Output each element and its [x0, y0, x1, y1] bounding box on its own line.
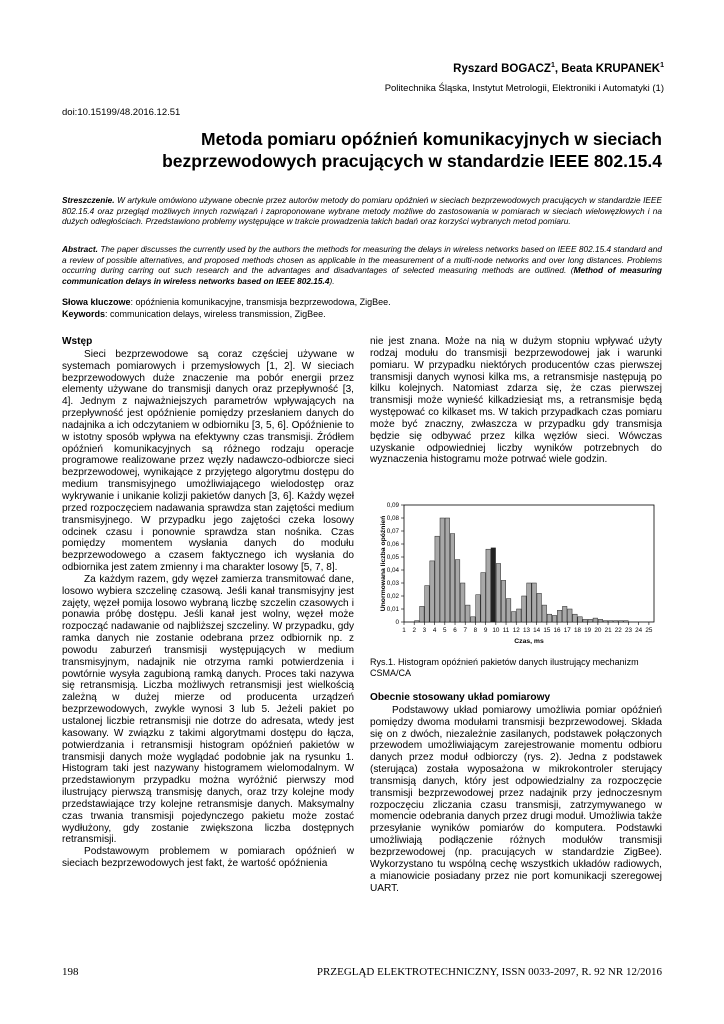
- y-tick-label: 0,03: [386, 580, 399, 588]
- x-tick-label: 15: [543, 627, 551, 634]
- section-measurement-setup: [370, 692, 662, 894]
- section-2-heading: Obecnie stosowany układ pomiarowy: [370, 692, 551, 703]
- title-line-1: Metoda pomiaru opóźnień komunikacyjnych w sieciach: [201, 129, 662, 149]
- author-2-affil-mark: 1: [660, 62, 664, 69]
- abstract-english-label: Abstract.: [62, 244, 98, 254]
- histogram-bar: [583, 619, 588, 622]
- histogram-bar: [481, 573, 486, 622]
- y-tick-label: 0,02: [386, 593, 399, 601]
- histogram-bar: [527, 583, 532, 622]
- x-tick-label: 8: [473, 627, 478, 634]
- histogram-bar: [440, 518, 445, 622]
- histogram-bar: [496, 564, 501, 623]
- histogram-bar: [425, 586, 430, 622]
- histogram-bar: [522, 596, 527, 622]
- histogram-bar: [511, 612, 516, 622]
- x-tick-label: 24: [635, 627, 643, 634]
- author-separator: ,: [554, 62, 562, 75]
- abstract-english-title: Method of measuring communication delays in wireless networks based on IEEE 802.15.4: [62, 265, 662, 286]
- abstract-polish-text: W artykule omówiono używane obecnie przez autorów metody do pomiaru opóźnień w sieciach bezprzewodowych pracujących w standardzie IEEE 802.15.4 oraz przegląd możliwych innych rozwiązań i zaproponowane wybrane metody możliwe do zastosowania w pomiarach w sieciach wielowęzłowych i na dużych odległościach. Przedstawiono problemy występujące w trakcie prowadzenia takich badań oraz korzyści wybranych metod pomiaru.: [62, 195, 662, 227]
- y-axis-label: Unormowana liczba opóźnień: [380, 515, 387, 612]
- histogram-bar: [517, 609, 522, 622]
- histogram-bar: [608, 621, 613, 622]
- histogram-bar: [430, 561, 435, 622]
- keywords-polish-text: : opóźnienia komunikacyjne, transmisja bezprzewodowa, ZigBee.: [130, 297, 391, 307]
- intro-paragraph-2: Za każdym razem, gdy węzeł zamierza transmitować dane, losowo wybiera szczelinę czasową. Jeśli kanał transmisyjny jest zajęty, węzeł pomija losowo wybraną liczbę szczelin czasowych i ponawia próbę dostępu. Jeśli kanał jest wolny, węzeł może rozpocząć nadawanie od najbliższej szczeliny. W przypadku, gdy ramka danych nie zostanie odebrana przez odbiornik np. z powodu zaburzeń transmisji występujących w medium transmisyjnym, nadajnik nie otrzyma ramki potwierdzenia i powtórnie wysyła zagubioną ramką danych. Proces taki nazywa się retransmisją. Liczba możliwych retransmisji jest wielkością zależną w dużej mierze od producenta urządzeń bezprzewodowych, zwykle wynosi 3 lub 5. Jeżeli pakiet po ustalonej liczbie retransmisji nie dotrze do adresata, wtedy jest kasowany. W związku z takimi algorytmami dostępu do łącza, potwierdzania i retransmisji histogram opóźnień pakietów w transmisji danych może wyglądać podobnie jak na rysunku 1. Histogram taki jest nazywany histogramem wielomodalnym. W przedstawionym przypadku można wyróżnić pierwszy mod ilustrujący pierwszą transmisję danych, oraz trzy kolejne mody przedstawiające trzy kolejne retransmisje danych. Maksymalny czas trwania transmisji pojedynczego pakietu może zostać wydłużony, gdy zostanie zwiększona liczba dostępnych retransmisji.: [62, 573, 354, 846]
- figure-caption: Rys.1. Histogram opóźnień pakietów danych ilustrujący mechanizm CSMA/CA: [370, 657, 639, 678]
- title-line-2: bezprzewodowych pracujących w standardzie IEEE 802.15.4: [162, 151, 662, 171]
- x-tick-label: 14: [533, 627, 541, 634]
- keywords-polish-label: Słowa kluczowe: [62, 297, 131, 307]
- x-tick-label: 25: [645, 627, 653, 634]
- histogram-chart: [372, 496, 662, 654]
- journal-footer: PRZEGLĄD ELEKTROTECHNICZNY, ISSN 0033-2097, R. 92 NR 12/2016: [316, 966, 662, 978]
- y-tick-label: 0,07: [386, 528, 399, 536]
- keywords-english-text: : communication delays, wireless transmission, ZigBee.: [105, 308, 326, 319]
- histogram-bar: [598, 619, 603, 622]
- x-tick-label: 20: [594, 627, 602, 634]
- histogram-bar: [613, 621, 618, 622]
- section-2-paragraph-1: Podstawowy układ pomiarowy umożliwia pomiar opóźnień pomiędzy dwoma modułami transmisji bezprzewodowej. Składa się on z dwóch, niezależnie zasilanych, podstawek połączonych przewodem umożliwiającym zarejestrowanie momentu odbioru danych przez moduł odbiorczy (rys. 2). Jedna z podstawek (sterująca) została wyposażona w mikrokontroler sterujący transmisją danych, który jest odpowiedzialny za rozpoczęcie transmisji bezprzewodowej przez nadajnik przy jednoczesnym rozpoczęciu zliczania czasu transmisji, zatrzymywanego w momencie odebrania danych przez drugi moduł. Umożliwia także przesyłanie wyników pomiarów do komputera. Podstawki umożliwiają podłączenie różnych modułów transmisji bezprzewodowej (np. pracujących w standardzie ZigBee). Wykorzystano tu wspólną cechę wszystkich układów radiowych, a mianowicie posiadany przez nie port komunikacji szeregowej UART.: [370, 704, 662, 894]
- page-number: 198: [62, 966, 79, 978]
- y-tick-label: 0,08: [386, 515, 399, 523]
- x-tick-label: 4: [432, 627, 437, 634]
- left-column: [62, 336, 354, 870]
- abstract-english-end: ).: [329, 275, 335, 286]
- author-2-name: Beata KRUPANEK: [561, 62, 661, 75]
- histogram-bar: [578, 617, 583, 622]
- histogram-bar: [450, 534, 455, 622]
- doi[interactable]: doi:10.15199/48.2016.12.51: [62, 107, 181, 118]
- histogram-bar: [547, 614, 552, 622]
- histogram-bar: [486, 549, 491, 622]
- x-tick-label: 19: [584, 627, 592, 634]
- y-tick-label: 0,01: [386, 606, 399, 614]
- x-tick-label: 1: [402, 627, 406, 634]
- x-tick-label: 22: [614, 627, 622, 634]
- histogram-bar: [562, 606, 567, 622]
- histogram-bar: [415, 621, 420, 622]
- histogram-bar: [455, 560, 460, 622]
- abstract-polish-label: Streszczenie.: [62, 195, 115, 205]
- abstract-english-text: The paper discusses the currently used by the authors the methods for measuring the delays in wireless networks based on IEEE 802.15.4 standard and a review of possible alternatives, and proposed methods chosen as applicable in the measurement of a multi-node networks and over long distances. Problems occurring during carring out such research and the advantages and disadvantages of selected measuring methods are outlined. (: [62, 244, 662, 276]
- affiliation: Politechnika Śląska, Instytut Metrologii, Elektroniki i Automatyki (1): [384, 83, 664, 94]
- x-tick-label: 7: [463, 627, 467, 634]
- keywords-english: [62, 309, 391, 321]
- x-tick-label: 16: [553, 627, 561, 634]
- histogram-bar: [568, 609, 573, 622]
- histogram-bar: [603, 621, 608, 622]
- keywords-polish: [62, 297, 391, 309]
- x-tick-label: 18: [573, 627, 581, 634]
- histogram-bar: [537, 593, 542, 622]
- histogram-bar: [445, 518, 450, 622]
- x-tick-label: 3: [422, 627, 427, 634]
- histogram-bar: [466, 605, 471, 622]
- author-1-name: Ryszard BOGACZ: [453, 62, 551, 75]
- keywords-english-label: Keywords: [62, 308, 106, 319]
- histogram-bar: [476, 595, 481, 622]
- histogram-bar: [460, 583, 465, 622]
- histogram-bar: [471, 617, 476, 622]
- histogram-bar: [573, 614, 578, 622]
- intro-paragraph-4: nie jest znana. Może na nią w dużym stopniu wpływać użyty rodzaj modułu do transmisji bezprzewodowej jak i warunki pomiaru. W przypadku niektórych producentów czas pierwszej transmisji danych wynosi kilka ms, a retransmisje następują po kilku kolejnych. Natomiast zdarza się, że czas pierwszej transmisji może wynieść kilkadziesiąt ms, a retransmisje będą występować co kilkaset ms. W takich przypadkach czas pomiaru może być znaczny, zwłaszcza w przypadku gdy transmisja będzie się odbywać przez kilka węzłów sieci. Wówczas uzyskanie odpowiedniej liczby wyników potrzebnych do wyznaczenia histogramu może potrwać wiele godzin.: [370, 336, 662, 466]
- histogram-bar: [593, 618, 598, 622]
- x-tick-label: 2: [412, 627, 416, 634]
- y-tick-label: 0: [395, 619, 399, 627]
- x-tick-label: 12: [512, 627, 520, 634]
- histogram-bar: [501, 580, 506, 622]
- x-tick-label: 13: [522, 627, 530, 634]
- histogram-bar: [420, 606, 425, 622]
- x-tick-label: 10: [492, 627, 500, 634]
- abstract-english: [62, 244, 662, 286]
- x-tick-label: 6: [453, 627, 457, 634]
- paper-title: [62, 128, 662, 172]
- author-1-affil-mark: 1: [550, 62, 555, 69]
- intro-heading: Wstęp: [62, 336, 93, 347]
- keywords: [62, 297, 391, 320]
- right-column: [370, 336, 662, 466]
- x-axis-label: Czas, ms: [514, 638, 544, 645]
- histogram-bar: [506, 599, 511, 622]
- histogram-bar: [532, 583, 537, 622]
- x-tick-label: 23: [624, 627, 632, 634]
- intro-paragraph-3: Podstawowym problemem w pomiarach opóźnień w sieciach bezprzewodowych jest fakt, że wartość opóźnienia: [62, 846, 354, 870]
- histogram-bar: [624, 621, 629, 622]
- x-tick-label: 5: [443, 627, 447, 634]
- histogram-bar: [619, 621, 624, 622]
- y-tick-label: 0,04: [386, 567, 399, 575]
- histogram-bar: [588, 619, 593, 622]
- intro-paragraph-1: Sieci bezprzewodowe są coraz częściej używane w systemach pomiarowych i przemysłowych [1, 2]. W sieciach bezprzewodowych duże znaczenie ma pobór energii przez elementy używane do transmisji danych oraz przepływność [3, 4]. Jednym z najważniejszych parametrów wpływających na przepływność jest opóźnienie pomiędzy przesłaniem danych do nadajnika a ich odczytaniem w odbiorniku [3, 5, 6]. Opóźnienie to w istotny sposób wpływa na efektywny czas transmisji. Źródłem opóźnień komunikacyjnych są różnego rodzaju operacje programowe realizowane przez węzły nadawczo-odbiorcze sieci bezprzewodowej, wynikające z przyjętego algorytmu dostępu do medium transmisyjnego umożliwiającego wielodostęp oraz wykrywanie i unikanie kolizji pakietów danych [3, 6]. Każdy węzeł przed rozpoczęciem nadawania sprawdza stan zajętości medium transmisyjnego. W przypadku jego zajętości czeka losowy odcinek czasu i ponownie sprawdza stan nośnika. Czas pomiędzy momentem wysłania danych do modułu bezprzewodowego a czasem faktycznego ich wysłania do odbiornika jest zatem zmienny i ma charakter losowy [5, 7, 8].: [62, 348, 354, 574]
- histogram-bar: [542, 605, 547, 622]
- x-tick-label: 11: [502, 627, 510, 634]
- abstract-polish: [62, 195, 662, 227]
- y-tick-label: 0,06: [386, 541, 399, 549]
- x-tick-label: 21: [604, 627, 612, 634]
- x-tick-label: 17: [563, 627, 571, 634]
- histogram-bar: [557, 610, 562, 622]
- histogram-bar: [435, 536, 440, 622]
- y-tick-label: 0,05: [386, 554, 399, 562]
- histogram-bar: [552, 616, 557, 623]
- y-tick-label: 0,09: [386, 502, 399, 510]
- histogram-bar: [491, 548, 496, 622]
- x-tick-label: 9: [483, 627, 488, 634]
- authors: [453, 62, 664, 75]
